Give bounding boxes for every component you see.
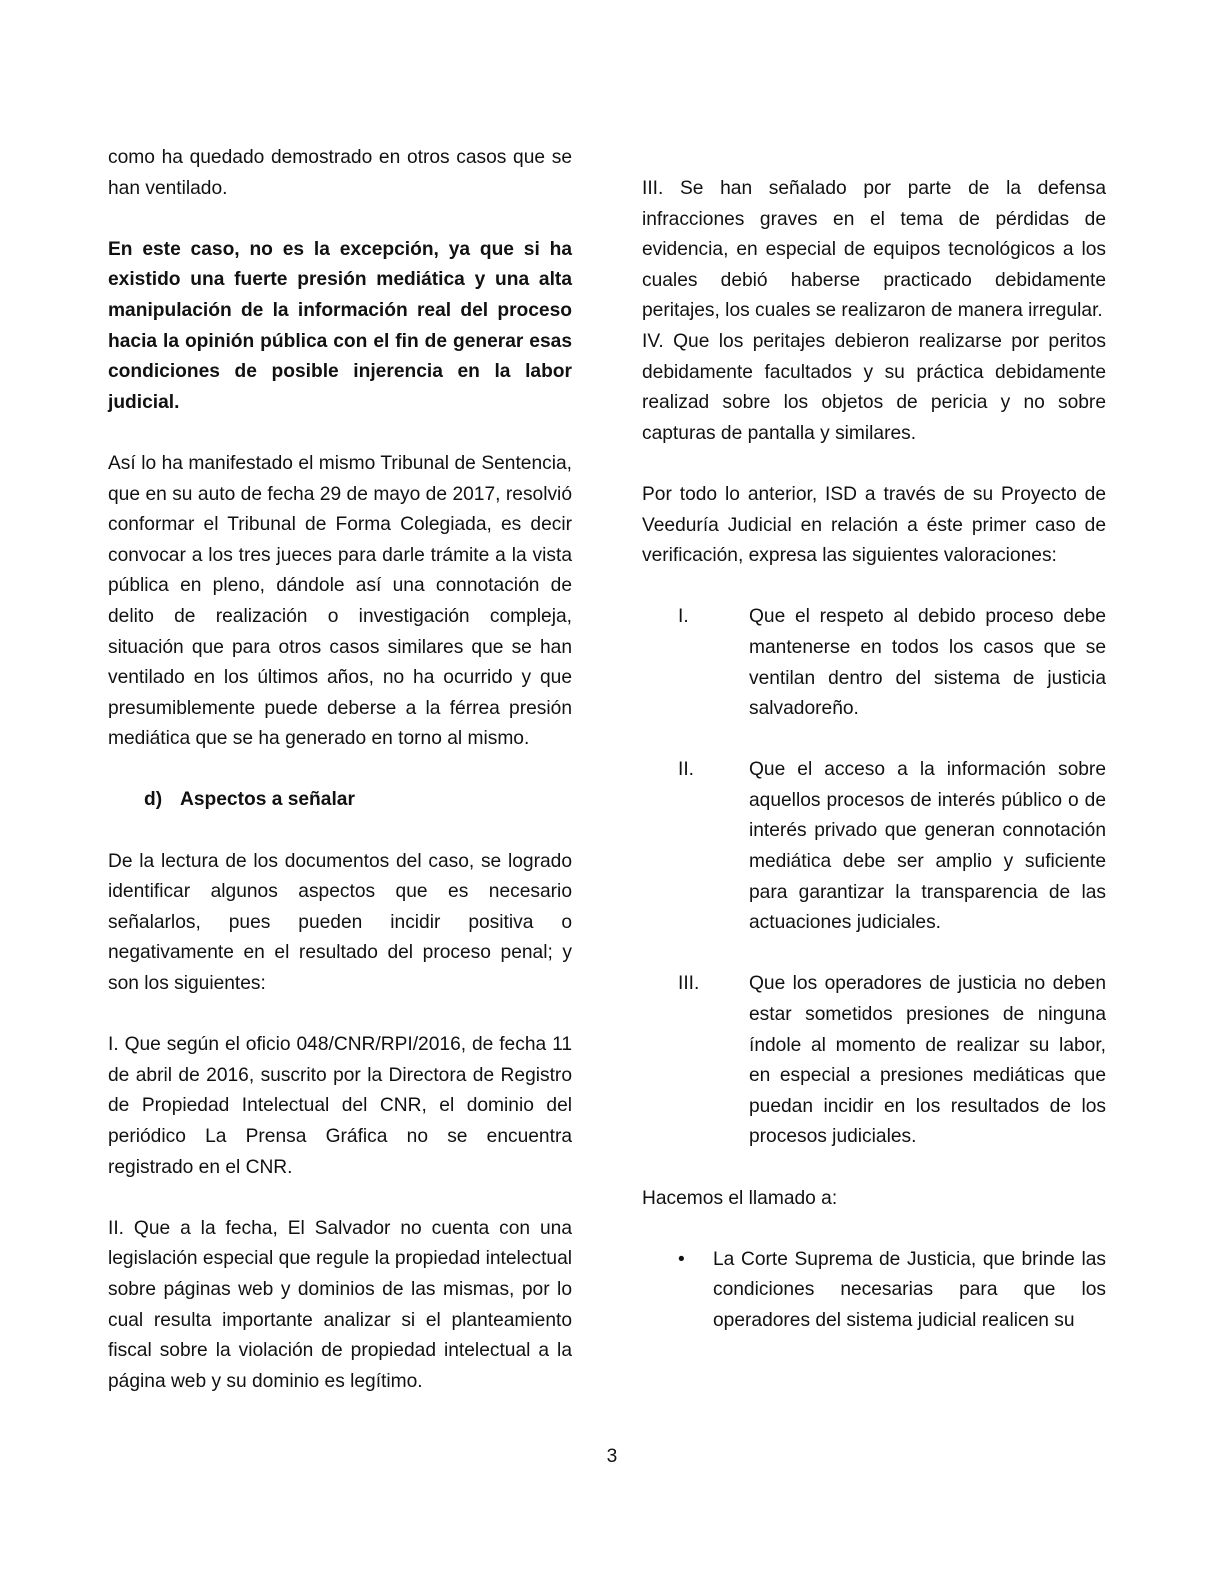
list-number: I. (678, 606, 689, 628)
bold-paragraph: En este caso, no es la excepción, ya que si ha existido una fuerte presión mediática y una alta manipulación de la información real del proceso hacia la opinión pública con el fin de generar esas condiciones de posible injerencia en la labor judicial. (108, 238, 572, 413)
paragraph: Hacemos el llamado a: (642, 1187, 838, 1209)
left-column (108, 143, 572, 1397)
list-text: La Corte Suprema de Justicia, que brinde las condiciones necesarias para que los operadores del sistema judicial realicen su (713, 1248, 1106, 1331)
list-number: III. (678, 973, 700, 995)
numbered-list-item (642, 602, 1106, 724)
list-number: II. (678, 759, 694, 781)
page-number: 3 (606, 1446, 618, 1467)
bullet-icon: • (678, 1248, 685, 1270)
section-heading-text: Aspectos a señalar (180, 789, 355, 811)
list-text: Que los operadores de justicia no deben estar sometidos presiones de ninguna índole al momento de realizar su labor, en especial a presiones mediáticas que puedan incidir en los resultados de los procesos judiciales. (749, 973, 1106, 1148)
paragraph: Por todo lo anterior, ISD a través de su Proyecto de Veeduría Judicial en relación a éste primer caso de verificación, expresa las siguientes valoraciones: (642, 483, 1106, 567)
section-heading (108, 785, 572, 816)
paragraph: I. Que según el oficio 048/CNR/RPI/2016, de fecha 11 de abril de 2016, suscrito por la Directora de Registro de Propiedad Intelectual del CNR, el dominio del periódico La Prensa Gráfica no se encuentra registrado en el CNR. (108, 1034, 572, 1178)
bullet-list-item (642, 1245, 1106, 1337)
paragraph: IV. Que los peritajes debieron realizarse por peritos debidamente facultados y su práctica debidamente realizad sobre los objetos de pericia y no sobre capturas de pantalla y similares. (642, 330, 1106, 444)
paragraph: como ha quedado demostrado en otros casos que se han ventilado. (108, 147, 572, 199)
paragraph: III. Se han señalado por parte de la defensa infracciones graves en el tema de pérdidas de evidencia, en especial de equipos tecnológicos a los cuales debió haberse practicado debidamente peritajes, los cuales se realizaron de manera irregular. (642, 178, 1106, 322)
section-heading-label: d) (144, 789, 163, 811)
list-text: Que el acceso a la información sobre aquellos procesos de interés público o de interés privado que generan connotación mediática debe ser amplio y suficiente para garantizar la transparencia de las actuaciones judiciales. (749, 759, 1106, 934)
right-column (642, 174, 1106, 1337)
paragraph: De la lectura de los documentos del caso, se logrado identificar algunos aspectos que es necesario señalarlos, pues pueden incidir positiva o negativamente en el resultado del proceso penal; y son los siguientes: (108, 850, 572, 995)
numbered-list-item (642, 969, 1106, 1153)
list-text: Que el respeto al debido proceso debe mantenerse en todos los casos que se ventilan dentro del sistema de justicia salvadoreño. (749, 606, 1106, 720)
numbered-list-item (642, 755, 1106, 939)
paragraph: II. Que a la fecha, El Salvador no cuenta con una legislación especial que regule la propiedad intelectual sobre páginas web y dominios de las mismas, por lo cual resulta importante analizar si el planteamiento fiscal sobre la violación de propiedad intelectual a la página web y su dominio es legítimo. (108, 1217, 573, 1392)
paragraph: Así lo ha manifestado el mismo Tribunal de Sentencia, que en su auto de fecha 29 de mayo de 2017, resolvió conformar el Tribunal de Forma Colegiada, es decir convocar a los tres jueces para darle trámite a la vista pública en pleno, dándole así una connotación de delito de realización o investigación compleja, situación que para otros casos similares que se han ventilado en los últimos años, no ha ocurrido y que presumiblemente puede deberse a la férrea presión mediática que se ha generado en torno al mismo. (108, 452, 572, 750)
